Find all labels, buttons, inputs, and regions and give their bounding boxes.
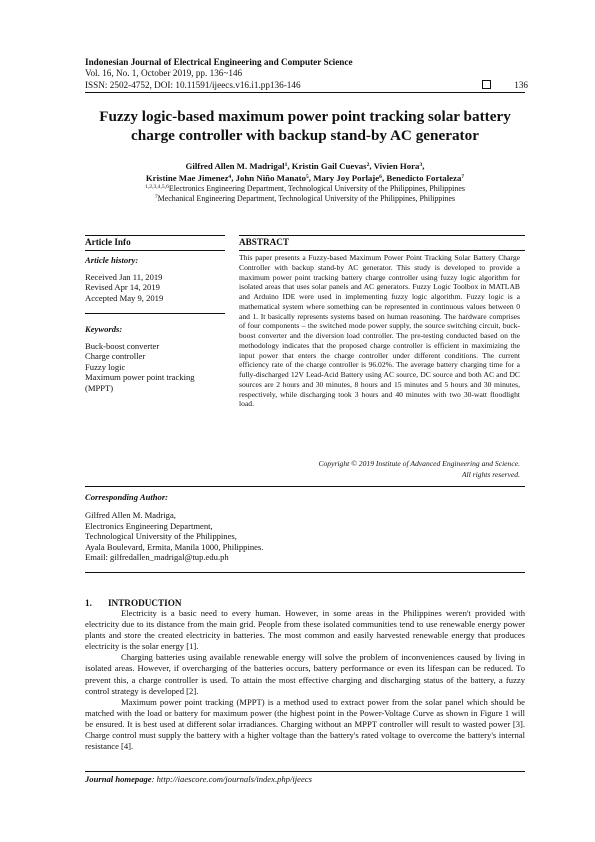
corresponding-author-heading: Corresponding Author:: [85, 492, 169, 502]
copyright-line-2: All rights reserved.: [461, 469, 520, 479]
author-sup: 1: [284, 162, 288, 168]
corresponding-address: Ayala Boulevard, Ermita, Manila 1000, Philippines.: [85, 541, 264, 552]
keywords-heading: Keywords:: [85, 324, 123, 334]
abstract-heading: ABSTRACT: [239, 237, 290, 247]
page-number: 136: [514, 80, 528, 90]
journal-name: Indonesian Journal of Electrical Engineering and Computer Science: [85, 57, 353, 67]
affiliation-text: Mechanical Engineering Department, Technological University of the Philippines, Philippines: [157, 194, 456, 204]
article-info-heading: Article Info: [85, 237, 131, 247]
keywords-rule: [85, 313, 225, 314]
header-divider: [85, 92, 525, 93]
history-list: [85, 272, 163, 303]
author-sup: 3: [419, 162, 423, 168]
title-line-1: Fuzzy logic-based maximum power point tracking solar battery: [99, 108, 511, 125]
keyword-list: [85, 341, 235, 393]
author-line-2: [85, 173, 525, 185]
journal-homepage: [85, 774, 312, 784]
affiliation-text: Electronics Engineering Department, Technological University of the Philippines, Philippines: [168, 184, 465, 193]
affiliations: [85, 184, 525, 204]
author-sup: 2: [366, 162, 370, 168]
introduction-heading: 1. INTRODUCTION: [85, 598, 182, 608]
keyword-item: (MPPT): [85, 382, 114, 393]
author-list: [85, 161, 525, 185]
author-name: , Kristin Gail Cuevas: [287, 161, 367, 171]
author-name: Gilfred Allen M. Madrigal: [185, 161, 285, 171]
copyright-line-1: Copyright © 2019 Institute of Advanced Engineering and Science.: [318, 459, 520, 468]
homepage-url: : http://iaescore.com/journals/index.php/ijeecs: [151, 774, 312, 784]
corresponding-bottom-rule: [85, 572, 525, 573]
corresponding-dept: Electronics Engineering Department,: [85, 520, 213, 531]
affiliation-sup: 1,2,3,4,5,6: [145, 184, 169, 190]
journal-issn: ISSN: 2502-4752, DOI: 10.11591/ijeecs.v16.i1.pp136-146: [85, 80, 301, 90]
author-name: , Mary Joy Porlaje: [308, 172, 380, 183]
abstract-top-rule: [239, 235, 525, 236]
author-sup: 6: [379, 173, 382, 180]
affiliation-2: [85, 194, 525, 204]
title-line-2: charge controller with backup stand-by AC generator: [131, 127, 479, 144]
footer-divider: [85, 771, 525, 772]
history-revised: Revised Apr 14, 2019: [85, 282, 160, 293]
author-name: , John Niño Manato: [231, 172, 306, 183]
author-separator: ,: [422, 161, 425, 171]
author-sup: 5: [306, 173, 309, 180]
history-received: Received Jan 11, 2019: [85, 272, 163, 282]
journal-volume: Vol. 16, No. 1, October 2019, pp. 136~146: [85, 68, 243, 78]
copyright-notice: [239, 459, 520, 480]
paragraph: Maximum power point tracking (MPPT) is a method used to extract power from the solar panel which should be matched with the load or battery for maximum power (the highest point in the Power-Voltage Curve as shown in Figure 1 will be ensured. It is best used at different solar irradiances. Charging without an MPPT controller will result to wasted power [3]. Charge control must supply the battery with a higher voltage than the battery's rated voltage to overcome the battery's internal resistance [4].: [85, 696, 525, 752]
homepage-label: Journal homepage: [85, 774, 152, 784]
corresponding-email: Email: gilfredallen_madrigal@tup.edu.ph: [85, 552, 229, 563]
affiliation-sup: 7: [154, 194, 158, 201]
paper-title: [85, 107, 525, 145]
author-line-1: [85, 161, 525, 173]
abstract-body: This paper presents a Fuzzy-based Maximum Power Point Tracking Solar Battery Charge Controller with backup stand-by AC generator. This study is developed to provide a maximum power point tracking battery charge controller using fuzzy logic algorithm for isolated areas that uses solar panels and AC generators. Fuzzy Logic Toolbox in MATLAB and Arduino IDE were used in implementing fuzzy logic algorithm. Fuzzy logic is a mathematical system where something can be represented in continuous values between 0 and 1. It basically represents systems based on human reasoning. The hardware comprises of four components – the switched mode power supply, the source switching circuit, buck-boost converter and the diversion load controller. The pre-testing conducted based on the methodology indicates that the proposed charge controller is efficient in maximizing the input power that enters the charge controller under different conditions. The current efficiency rate of the charge controller is 96.02%. The average battery charging time for a fully-discharged 12V Lead-Acid Battery using AC source, DC source and both AC and DC sources are 2 hours and 30 minutes, 8 hours and 15 minutes and 5 hours and 30 minutes, respectively, while discharging took 3 hours and 40 minutes with two 30-watt floodlight load.: [239, 253, 520, 409]
author-name: , Benedicto Fortaleza: [381, 172, 462, 183]
author-name: Kristine Mae Jimenez: [145, 172, 229, 183]
abstract-rule: [239, 250, 525, 251]
square-icon: [482, 80, 491, 89]
corresponding-name: Gilfred Allen M. Madriga,: [85, 510, 176, 520]
history-accepted: Accepted May 9, 2019: [85, 292, 164, 303]
author-name: , Vivien Hora: [369, 161, 420, 171]
article-history-heading: Article history:: [85, 255, 139, 265]
paragraph: Charging batteries using available renewable energy will solve the problem of inconveniences caused by living in isolated areas. However, if overcharging of the batteries occurs, battery performance or even its lifespan can be reduced. To prevent this, a charge controller is used. To attain the most effective charging and discharging status of the battery, a fuzzy control strategy is developed [2].: [85, 652, 525, 696]
keyword-item: Buck-boost converter: [85, 341, 160, 351]
keyword-item: Charge controller: [85, 351, 146, 362]
corresponding-top-rule: [85, 486, 525, 487]
paragraph: Electricity is a basic need to every human. However, in some areas in the Philippines weren't provided with electricity due to its distance from the main grid. People from these isolated communities tend to use renewable energy power plants and store the created electricity in batteries. The most common and easily harvested renewable energy that produces electricity is the solar energy [1].: [85, 608, 525, 652]
author-sup: 7: [461, 173, 465, 180]
introduction-body: [85, 608, 525, 752]
corresponding-author-details: [85, 510, 385, 563]
keyword-item: Fuzzy logic: [85, 361, 126, 372]
author-sup: 4: [228, 173, 232, 180]
corresponding-university: Technological University of the Philippines,: [85, 531, 237, 542]
article-info-rule: [85, 250, 225, 251]
keyword-item: Maximum power point tracking: [85, 372, 195, 383]
article-info-top-rule: [85, 235, 225, 236]
affiliation-1: [85, 184, 525, 194]
